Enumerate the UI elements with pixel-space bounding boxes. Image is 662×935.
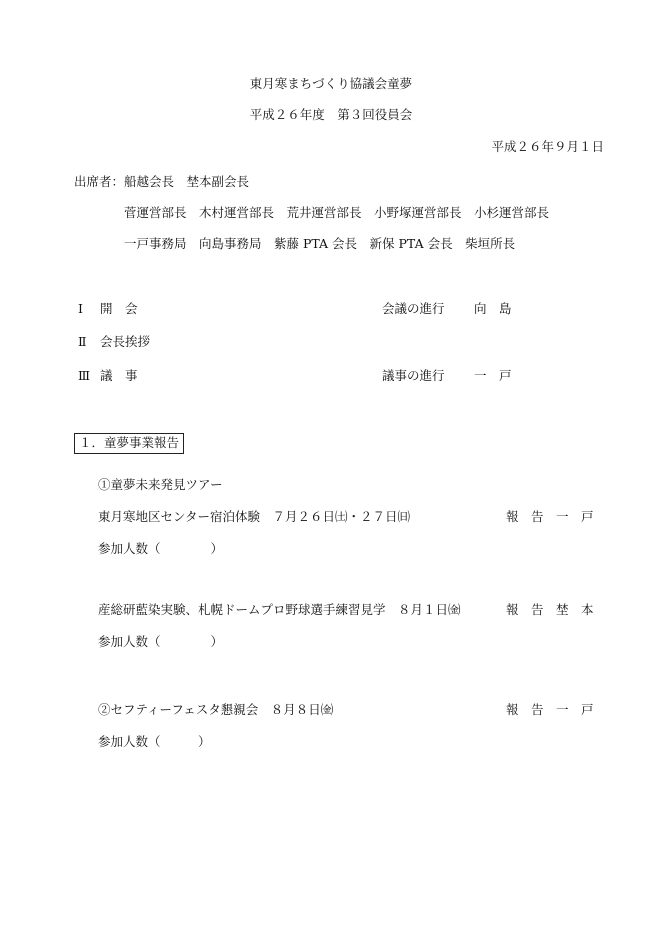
agenda-num: Ⅲ [78, 368, 91, 383]
agenda-role: 議事の進行 [382, 368, 445, 383]
attendees-line-2: 菅運営部長 木村運営部長 荒井運営部長 小野塚運営部長 小杉運営部長 [124, 205, 550, 220]
document-title: 東月寒まちづくり協議会童夢 [249, 76, 413, 91]
document-date: 平成２６年９月１日 [491, 139, 604, 154]
agenda-title: 議 事 [100, 368, 138, 383]
agenda-person: 一 戸 [474, 368, 512, 383]
participants-count: 参加人数（ ） [98, 634, 224, 649]
report-entry-reporter: 報 告 一 戸 [506, 702, 594, 717]
report-entry-text: 東月寒地区センター宿泊体験 ７月２６日㈯・２７日㈰ [98, 509, 411, 524]
report-entry-text: ②セフティーフェスタ懇親会 ８月８日㈮ [98, 702, 334, 717]
section-item-label: ①童夢未来発見ツアー [98, 477, 223, 492]
report-entry-text: 産総研藍染実験、札幌ドームプロ野球選手練習見学 ８月１日㈮ [98, 602, 461, 617]
document-subtitle: 平成２６年度 第３回役員会 [249, 107, 413, 122]
agenda-num: Ⅰ [78, 301, 83, 316]
attendees-line-1: 出席者：船越会長 埜本副会長 [74, 174, 250, 189]
agenda-person: 向 島 [474, 301, 512, 316]
section-heading: １．童夢事業報告 [74, 433, 184, 454]
agenda-title: 開 会 [100, 301, 138, 316]
participants-count: 参加人数（ ） [98, 541, 224, 556]
report-entry-reporter: 報 告 埜 本 [506, 602, 594, 617]
participants-count: 参加人数（ ） [98, 734, 211, 749]
report-entry-reporter: 報 告 一 戸 [506, 509, 594, 524]
agenda-role: 会議の進行 [382, 301, 445, 316]
agenda-num: Ⅱ [78, 334, 87, 349]
attendees-line-3: 一戸事務局 向島事務局 紫藤 PTA 会長 新保 PTA 会長 柴垣所長 [124, 236, 516, 251]
agenda-title: 会長挨拶 [100, 334, 151, 349]
